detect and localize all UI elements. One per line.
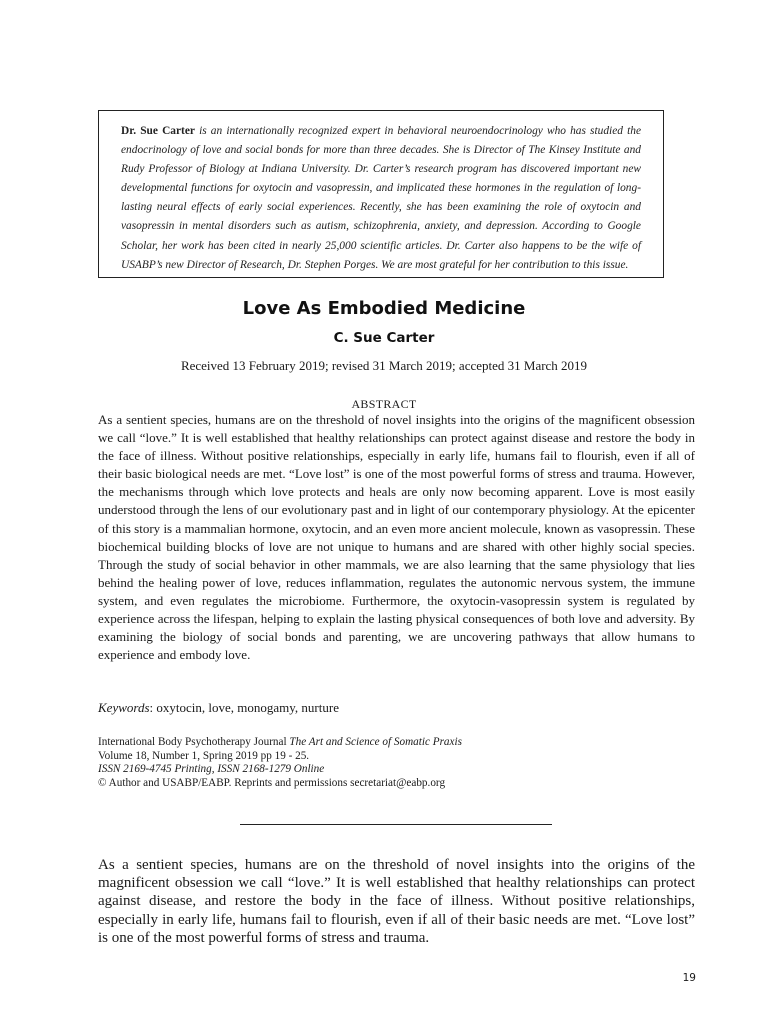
- page-number: 19: [682, 972, 696, 984]
- main-text-paragraph: As a sentient species, humans are on the threshold of novel insights into the origins of the magnificent obsession we call “love.” It is well established that healthy relationships can protect against disease, and restore the body in the face of illness. Without positive relationships, especially in early life, humans fail to flourish, even if all of their basic needs are met. “Love lost” is one of the most powerful forms of stress and trauma.: [98, 857, 695, 946]
- article-title: Love As Embodied Medicine: [242, 298, 526, 319]
- author-bio-text: [121, 122, 641, 275]
- journal-volume: Volume 18, Number 1, Spring 2019 pp 19 - 25.: [98, 749, 310, 762]
- journal-name: International Body Psychotherapy Journal: [98, 736, 290, 748]
- author-bio-name: Dr. Sue Carter: [121, 125, 195, 137]
- journal-copyright: © Author and USABP/EABP. Reprints and permissions secretariat@eabp.org: [98, 776, 446, 789]
- journal-name-line: [98, 736, 658, 750]
- article-dates: Received 13 February 2019; revised 31 March 2019; accepted 31 March 2019: [180, 358, 588, 373]
- abstract-body: As a sentient species, humans are on the threshold of novel insights into the origins of the magnificent obsession we call “love.” It is well established that healthy relationships can protect against disease and restore the body in the face of illness. Without positive relationships, especially in early life, humans fail to flourish, even if all of their basic biological needs are met. “Love lost” is one of the most powerful forms of stress and trauma. However, the mechanisms through which love protects and heals are only now becoming apparent. Love is most easily understood through the lens of our evolutionary past and in light of our contemporary physiology. At the epicenter of this story is a mammalian hormone, oxytocin, and an even more ancient molecule, known as vasopressin. These biochemical building blocks of love are not unique to humans and are shared with other highly social species. Through the study of social behavior in other mammals, we are also learning that the same physiology that lies behind the healing power of love, reduces inflammation, regulates the autonomic nervous system, the immune system, and even regulates the microbiome. Furthermore, the oxytocin-vasopressin system is regulated by experience across the lifespan, helping to explain the lasting physical consequences of both love and adversity. By examining the biology of social bonds and parenting, we are uncovering pathways that allow humans to experience and embody love.: [98, 412, 695, 663]
- journal-info: [98, 736, 658, 790]
- keywords-label: Keywords: [98, 700, 150, 715]
- journal-subtitle: The Art and Science of Somatic Praxis: [289, 736, 462, 748]
- section-divider: [240, 824, 552, 825]
- keywords-line: [98, 700, 339, 716]
- author-bio-description: is an internationally recognized expert in behavioral neuroendocrinology who has studied the endocrinology of love and social bonds for more than three decades. She is Director of The Kinsey Institute and Rudy Professor of Biology at Indiana University. Dr. Carter’s research program has discovered important new developmental functions for oxytocin and vasopressin, and implicated these hormones in the regulation of long-lasting neural effects of early social experiences. Recently, she has been examining the role of oxytocin and vasopressin in mental disorders such as autism, schizophrenia, anxiety, and depression. According to Google Scholar, her work has been cited in nearly 25,000 scientific articles. Dr. Carter also happens to be the wife of USABP’s new Director of Research, Dr. Stephen Porges. We are most grateful for her contribution to this issue.: [121, 125, 641, 271]
- author-bio-box: [98, 110, 664, 278]
- journal-issn: ISSN 2169-4745 Printing, ISSN 2168-1279 Online: [98, 763, 325, 776]
- abstract-heading: ABSTRACT: [351, 397, 417, 411]
- article-author: C. Sue Carter: [333, 330, 435, 346]
- keywords-text: : oxytocin, love, monogamy, nurture: [149, 700, 339, 715]
